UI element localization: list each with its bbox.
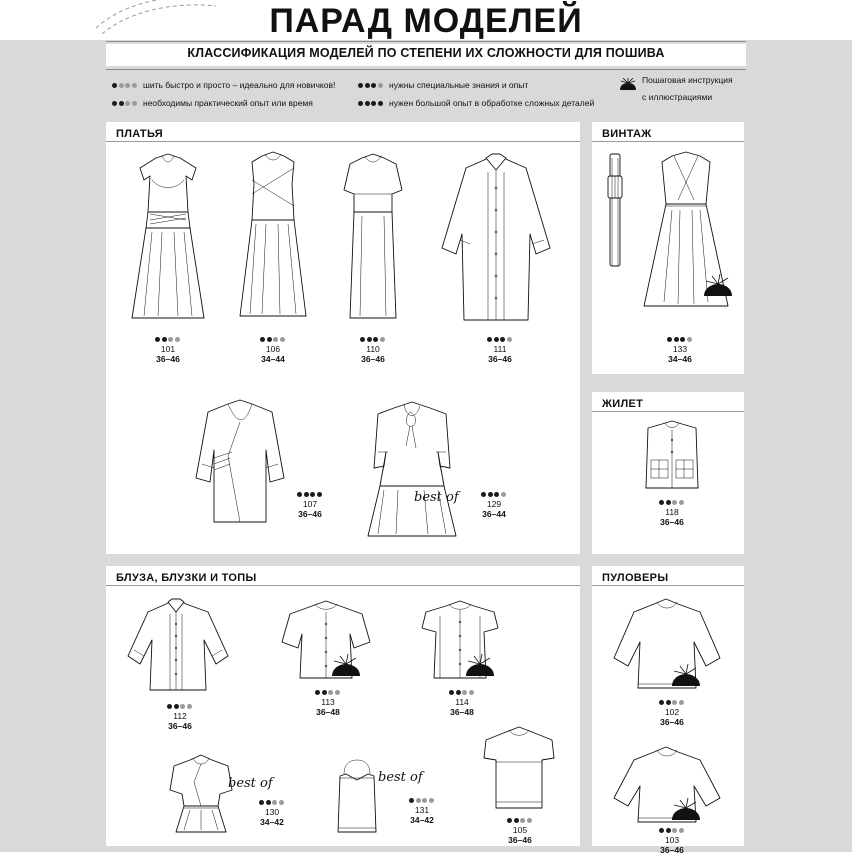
model-sizes: 36–46	[660, 717, 684, 727]
figure-pullover-103	[608, 744, 728, 830]
difficulty-dots	[358, 83, 384, 88]
best-of-badge-130: best of	[228, 776, 273, 791]
model-number: 112	[173, 711, 187, 721]
figure-dress-101	[122, 150, 214, 335]
model-sizes: 36–46	[298, 509, 322, 519]
model-number: 110	[366, 344, 380, 354]
model-sizes: 36–46	[168, 721, 192, 731]
figure-dress-129	[354, 396, 470, 542]
subtitle-rule	[106, 69, 746, 70]
difficulty-dots	[112, 83, 138, 88]
legend-item	[358, 76, 628, 94]
caption-dress-129	[472, 492, 516, 519]
model-sizes: 34–42	[410, 815, 434, 825]
model-number: 118	[665, 507, 679, 517]
figure-dress-107	[186, 398, 296, 538]
model-number: 107	[302, 499, 318, 509]
model-sizes: 36–46	[660, 517, 684, 527]
caption-dress-110	[330, 337, 416, 364]
figure-blouse-130	[160, 752, 242, 836]
model-number: 111	[493, 344, 507, 354]
model-number: 106	[265, 344, 281, 354]
model-number: 101	[160, 344, 176, 354]
difficulty-dots	[632, 500, 712, 505]
model-sizes: 36–46	[660, 845, 684, 855]
figure-top-105	[474, 724, 564, 816]
model-sizes: 34–44	[261, 354, 285, 364]
model-sizes: 36–46	[361, 354, 385, 364]
figure-dress-111	[440, 148, 560, 338]
model-sizes: 36–48	[450, 707, 474, 717]
figure-top-131	[326, 756, 388, 838]
caption-dress-106	[232, 337, 314, 364]
legend-item	[112, 94, 342, 112]
best-of-badge-131: best of	[378, 770, 423, 785]
model-number: 133	[672, 344, 688, 354]
caption-blouse-130	[250, 800, 294, 827]
difficulty-dots	[440, 337, 560, 342]
difficulty-dots	[472, 492, 516, 497]
model-sizes: 34–42	[260, 817, 284, 827]
section-title-dresses: ПЛАТЬЯ	[116, 128, 163, 140]
legend-item-label: нужен большой опыт в обработке сложных деталей	[389, 98, 595, 108]
section-title-blouses: БЛУЗА, БЛУЗКИ И ТОПЫ	[116, 572, 257, 584]
section-title-vintage: ВИНТАЖ	[602, 128, 652, 140]
legend-column-middle	[358, 76, 628, 112]
figure-blouse-113	[276, 598, 376, 686]
section-rule-vest	[592, 411, 744, 412]
difficulty-dots	[330, 337, 416, 342]
pincushion-icon	[618, 78, 638, 92]
section-rule-dresses	[106, 141, 580, 142]
section-rule-blouses	[106, 585, 580, 586]
caption-blouse-114	[424, 690, 500, 717]
model-number: 114	[455, 697, 469, 707]
difficulty-dots	[632, 700, 712, 705]
difficulty-dots	[400, 798, 444, 803]
model-number: 102	[664, 707, 680, 717]
caption-blouse-112	[132, 704, 228, 731]
caption-dress-101	[122, 337, 214, 364]
decorative-arc	[96, 0, 216, 34]
caption-blouse-113	[290, 690, 366, 717]
page-subtitle: КЛАССИФИКАЦИЯ МОДЕЛЕЙ ПО СТЕПЕНИ ИХ СЛОЖНОСТИ ДЛЯ ПОШИВА	[187, 46, 665, 60]
figure-dress-110	[330, 150, 416, 335]
difficulty-dots	[482, 818, 558, 823]
section-rule-pullovers	[592, 585, 744, 586]
model-sizes: 36–46	[508, 835, 532, 845]
model-sizes: 36–46	[488, 354, 512, 364]
legend-item	[112, 76, 342, 94]
caption-dress-111	[440, 337, 560, 364]
figure-vest-118	[634, 420, 710, 494]
figure-dress-133	[636, 148, 736, 320]
caption-dress-133	[640, 337, 720, 364]
model-sizes: 36–46	[156, 354, 180, 364]
legend-item-label: шить быстро и просто – идеально для новичков!	[143, 80, 336, 90]
legend-item-label: нужны специальные знания и опыт	[389, 80, 529, 90]
difficulty-dots	[358, 101, 384, 106]
difficulty-dots	[112, 101, 138, 106]
model-number: 103	[664, 835, 680, 845]
figure-dress-106	[232, 150, 314, 335]
model-number: 105	[512, 825, 528, 835]
model-number: 129	[486, 499, 502, 509]
section-title-vest: ЖИЛЕТ	[602, 398, 644, 410]
model-sizes: 34–46	[668, 354, 692, 364]
caption-top-131	[400, 798, 444, 825]
difficulty-dots	[632, 828, 712, 833]
legend-column-left	[112, 76, 342, 112]
best-of-badge-129: best of	[414, 490, 459, 505]
figure-blouse-114	[410, 598, 510, 686]
difficulty-dots	[424, 690, 500, 695]
difficulty-dots	[288, 492, 332, 497]
difficulty-dots	[122, 337, 214, 342]
difficulty-dots	[290, 690, 366, 695]
caption-dress-107	[288, 492, 332, 519]
legend-instruction-line2: с иллюстрациями	[642, 92, 713, 102]
figure-blouse-112	[124, 596, 236, 698]
figure-belt-133	[604, 150, 626, 270]
legend-item	[358, 94, 628, 112]
legend	[112, 76, 740, 116]
caption-pullover-102	[632, 700, 712, 727]
figure-pullover-102	[608, 596, 728, 696]
caption-pullover-103	[632, 828, 712, 855]
model-number: 130	[264, 807, 280, 817]
model-sizes: 36–48	[316, 707, 340, 717]
page-title: ПАРАД МОДЕЛЕЙ	[269, 2, 583, 40]
model-number: 131	[414, 805, 430, 815]
caption-vest-118	[632, 500, 712, 527]
section-rule-vintage	[592, 141, 744, 142]
difficulty-dots	[132, 704, 228, 709]
caption-top-105	[482, 818, 558, 845]
difficulty-dots	[232, 337, 314, 342]
model-sizes: 36–44	[482, 509, 506, 519]
difficulty-dots	[640, 337, 720, 342]
title-rule	[106, 41, 746, 42]
section-title-pullovers: ПУЛОВЕРЫ	[602, 572, 669, 584]
model-number: 113	[321, 697, 335, 707]
difficulty-dots	[250, 800, 294, 805]
legend-item-label: необходимы практический опыт или время	[143, 98, 313, 108]
legend-instruction-line1: Пошаговая инструкция	[642, 75, 733, 85]
